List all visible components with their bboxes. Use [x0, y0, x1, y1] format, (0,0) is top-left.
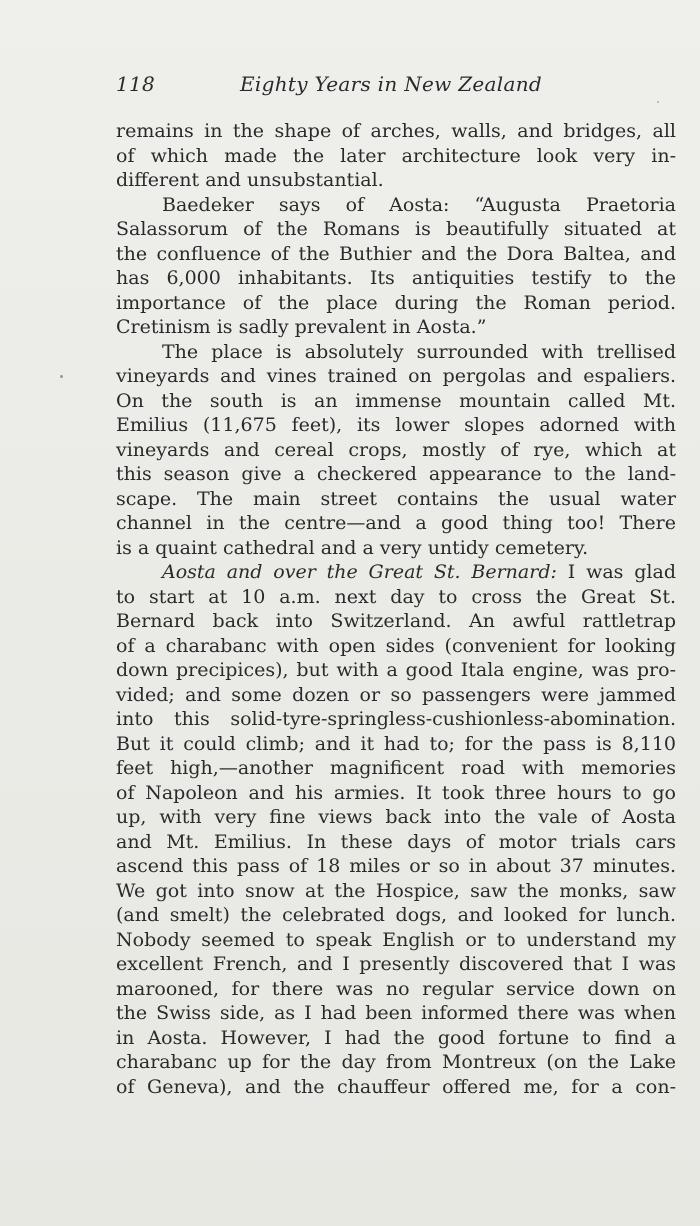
text-line: channel in the centre—and a good thing too! There — [116, 512, 676, 534]
text-line: of Geneva), and the chauffeur offered me, for a con- — [116, 1075, 676, 1098]
text-line: charabanc up for the day from Montreux (on the Lake — [116, 1051, 676, 1073]
text-line: down precipices), but with a good Itala engine, was pro- — [116, 659, 676, 681]
text-line: Bernard back into Switzerland. An awful rattletrap — [116, 610, 676, 632]
running-header — [116, 72, 556, 98]
text-line: the confluence of the Buthier and the Dora Baltea, and — [116, 242, 676, 265]
body-text — [116, 119, 676, 1099]
text-line: feet high,—another magnificent road with memories — [116, 757, 676, 779]
text-line: vided; and some dozen or so passengers were jammed — [116, 683, 676, 706]
text-line: and Mt. Emilius. In these days of motor trials cars — [116, 830, 676, 853]
text-line: ascend this pass of 18 miles or so in about 37 minutes. — [116, 855, 676, 877]
text-line: excellent French, and I presently discovered that I was — [116, 953, 676, 975]
text-line: But it could climb; and it had to; for the pass is 8,110 — [116, 732, 676, 755]
text-line: remains in the shape of arches, walls, and bridges, all — [116, 120, 676, 142]
running-title: Eighty Years in New Zealand — [240, 72, 542, 96]
text-line: in Aosta. However, I had the good fortune to find a — [116, 1026, 676, 1049]
text-line: The place is absolutely surrounded with trellised — [162, 340, 676, 363]
margin-speck — [657, 101, 659, 103]
text-line: this season give a checkered appearance to the land- — [116, 463, 676, 485]
text-line: different and unsubstantial. — [116, 169, 384, 191]
text-line: vineyards and cereal crops, mostly of rye, which at — [116, 438, 676, 461]
margin-speck — [60, 375, 63, 378]
text-line: is a quaint cathedral and a very untidy cemetery. — [116, 536, 589, 559]
text-line-rest: I was glad — [556, 561, 676, 583]
text-line: the Swiss side, as I had been informed there was when — [116, 1002, 676, 1024]
text-line: into this solid-tyre-springless-cushionless-abomination. — [116, 708, 676, 730]
text-line: of Napoleon and his armies. It took three hours to go — [116, 781, 676, 804]
text-line: to start at 10 a.m. next day to cross the Great St. — [116, 585, 676, 608]
text-line: Salassorum of the Romans is beautifully situated at — [116, 218, 676, 240]
text-line: We got into snow at the Hospice, saw the monks, saw — [116, 879, 676, 902]
text-line: Nobody seemed to speak English or to understand my — [116, 928, 676, 951]
text-line: Emilius (11,675 feet), its lower slopes adorned with — [116, 414, 676, 436]
text-line: marooned, for there was no regular service down on — [116, 977, 676, 1000]
text-line: of which made the later architecture look very in- — [116, 144, 676, 167]
text-line: Cretinism is sadly prevalent in Aosta.” — [116, 316, 487, 338]
text-line: scape. The main street contains the usual water — [116, 487, 676, 510]
text-line: importance of the place during the Roman period. — [116, 291, 676, 314]
text-line: (and smelt) the celebrated dogs, and looked for lunch. — [116, 904, 676, 926]
text-line: Baedeker says of Aosta: “Augusta Praetoria — [162, 193, 676, 216]
section-heading: Aosta and over the Great St. Bernard: — [162, 561, 557, 583]
text-line — [116, 560, 676, 585]
text-line: vineyards and vines trained on pergolas and espaliers. — [116, 365, 676, 387]
text-line: up, with very fine views back into the vale of Aosta — [116, 806, 676, 828]
text-line: has 6,000 inhabitants. Its antiquities testify to the — [116, 267, 676, 289]
text-line: of a charabanc with open sides (convenient for looking — [116, 634, 676, 657]
page-number: 118 — [116, 72, 156, 96]
text-line: On the south is an immense mountain called Mt. — [116, 389, 676, 412]
